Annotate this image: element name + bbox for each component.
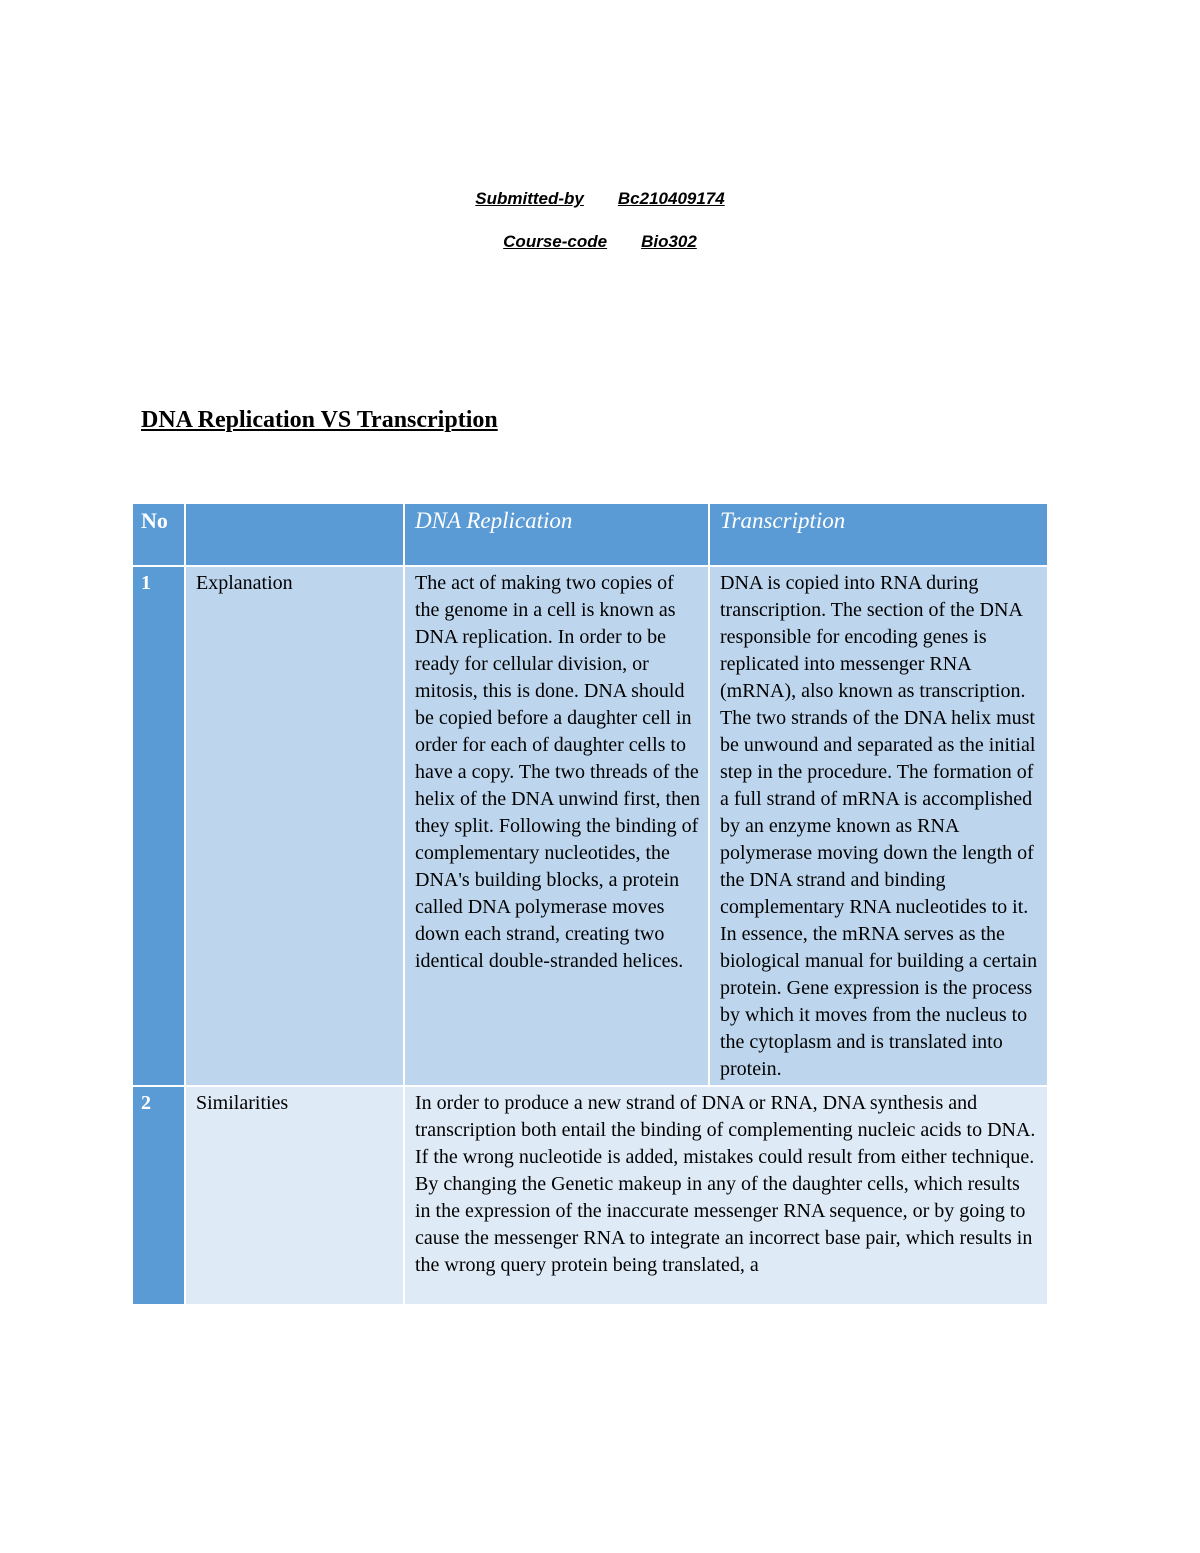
header-transcription: Transcription: [709, 503, 1048, 566]
transcription-cell: DNA is copied into RNA during transcription. The section of the DNA responsible for encoding genes is replicated into messenger RNA (mRNA), also known as transcription. The two strands of the DNA helix must be unwound and separated as the initial step in the procedure. The formation of a full strand of mRNA is accomplished by an enzyme known as RNA polymerase moving down the length of the DNA strand and binding complementary RNA nucleotides to it. In essence, the mRNA serves as the biological manual for building a certain protein. Gene expression is the process by which it moves from the nucleus to the cytoplasm and is translated into protein.: [709, 566, 1048, 1086]
header-no: No: [132, 503, 185, 566]
table-header-row: [132, 503, 1048, 566]
document-title: DNA Replication VS Transcription: [141, 407, 498, 433]
comparison-table: [131, 502, 1049, 1306]
submitted-by-line: [0, 189, 1200, 209]
header-dna-replication: DNA Replication: [404, 503, 709, 566]
row-label: Similarities: [185, 1086, 404, 1305]
course-code-label: Course-code: [503, 232, 608, 251]
similarities-text: In order to produce a new strand of DNA or RNA, DNA synthesis and transcription both entail the binding of complementing nucleic acids to DNA. If the wrong nucleotide is added, mistakes could result from either technique. By changing the Genetic makeup in any of the daughter cells, which results in the expression of the inaccurate messenger RNA sequence, or by going to cause the messenger RNA to integrate an incorrect base pair, which results in the wrong query protein being translated, a: [415, 1092, 1036, 1276]
header-blank: [185, 503, 404, 566]
table-row: [132, 566, 1048, 1086]
replication-cell: The act of making two copies of the genome in a cell is known as DNA replication. In order to be ready for cellular division, or mitosis, this is done. DNA should be copied before a daughter cell in order for each of daughter cells to have a copy. The two threads of the helix of the DNA unwind first, then they split. Following the binding of complementary nucleotides, the DNA's building blocks, a protein called DNA polymerase moves down each strand, creating two identical double-stranded helices.: [404, 566, 709, 1086]
submitted-by-label: Submitted-by: [475, 189, 584, 208]
row-label: Explanation: [185, 566, 404, 1086]
table-row: [132, 1086, 1048, 1305]
course-code-value: Bio302: [641, 232, 697, 251]
row-number: 1: [132, 566, 185, 1086]
student-id: Bc210409174: [617, 189, 725, 208]
course-code-line: [0, 232, 1200, 252]
similarities-cell: [404, 1086, 1048, 1305]
row-number: 2: [132, 1086, 185, 1305]
